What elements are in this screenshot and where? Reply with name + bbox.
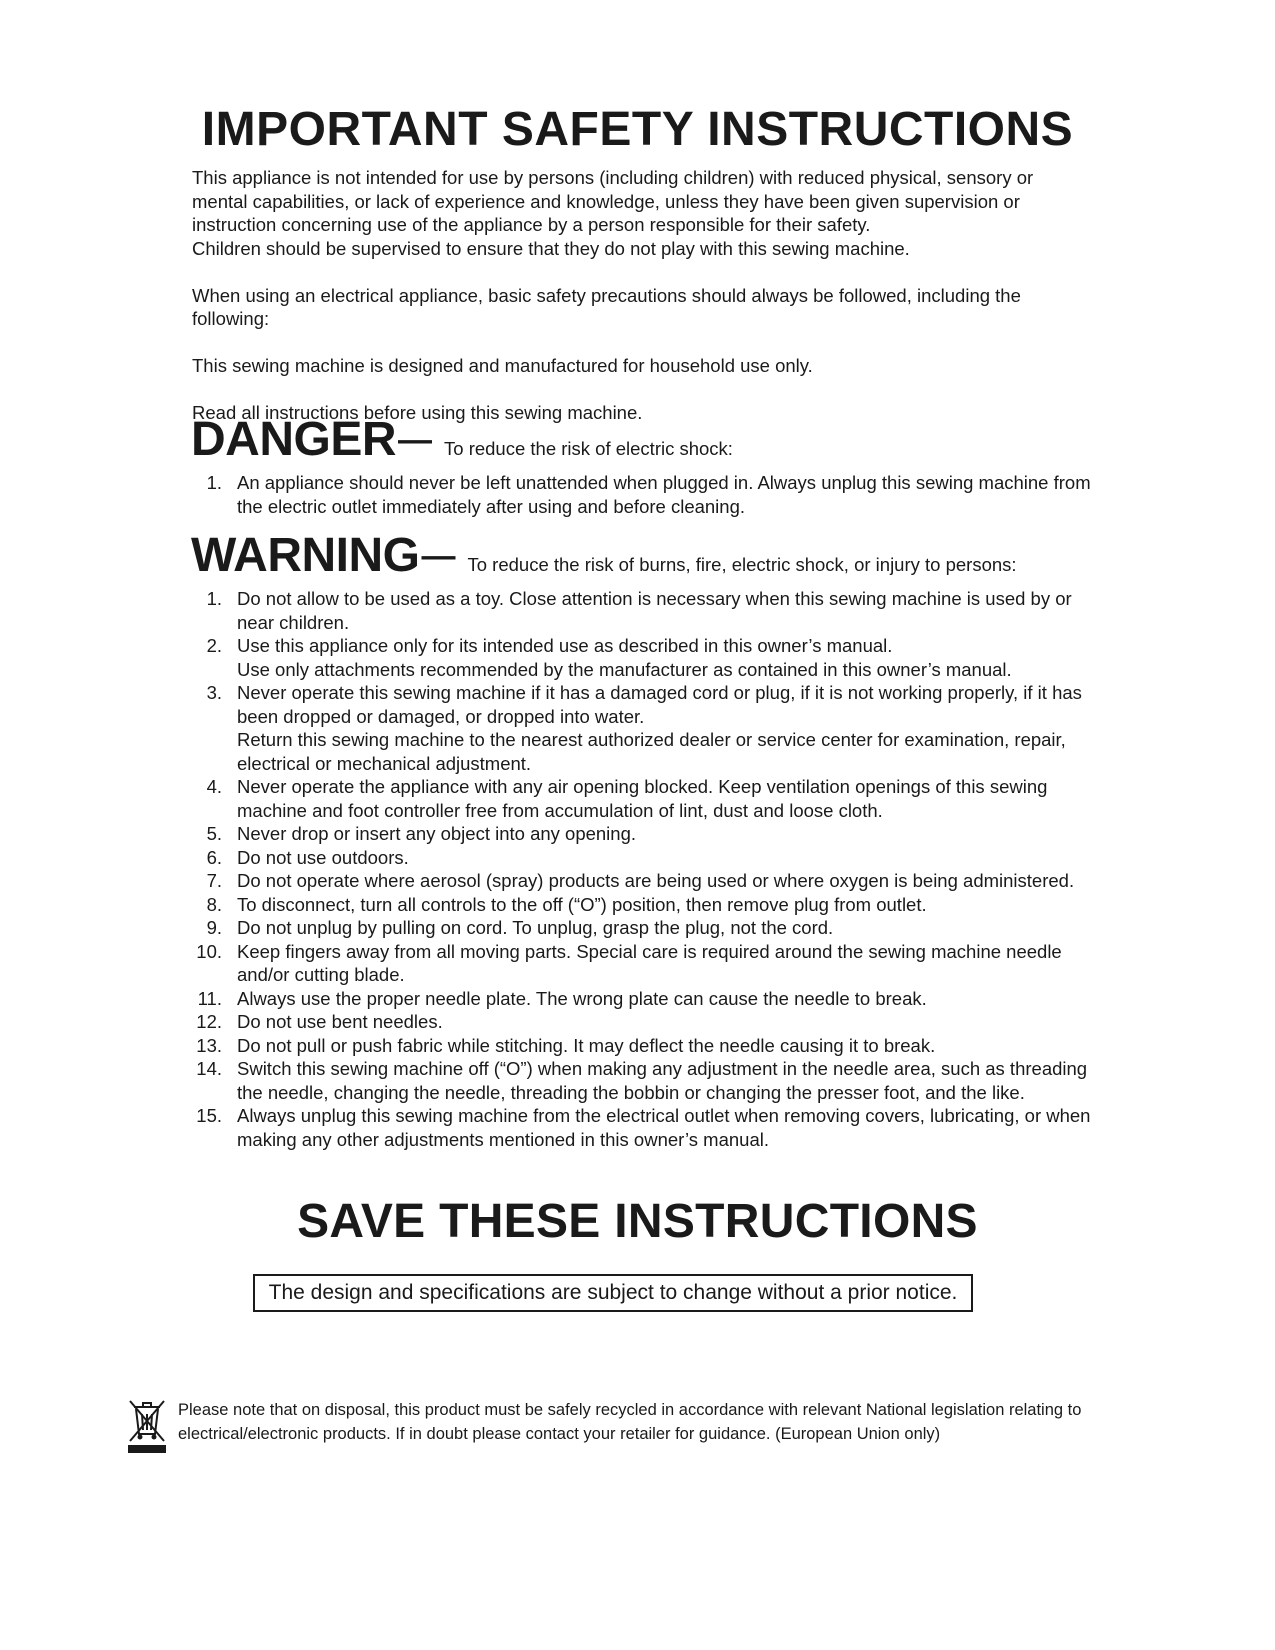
item-text: Do not pull or push fabric while stitching. It may deflect the needle causing it to break. <box>237 1034 936 1056</box>
item-number: 1. <box>206 588 222 609</box>
item-number: 7. <box>206 870 222 891</box>
item-text: Switch this sewing machine off (“O”) when making any adjustment in the needle area, such as threading the needle, changing the needle, threading the bobbin or changing the presser foot, and the like. <box>237 1058 1088 1103</box>
intro-paragraph: Read all instructions before using this sewing machine. <box>192 402 643 423</box>
warning-lead: To reduce the risk of burns, fire, electric shock, or injury to persons: <box>467 554 1017 575</box>
list-item <box>192 940 1092 987</box>
item-number: 5. <box>206 823 222 844</box>
page-title: IMPORTANT SAFETY INSTRUCTIONS <box>201 103 1074 156</box>
crossed-out-wheelie-bin-icon <box>128 1398 168 1454</box>
list-item <box>192 1104 1092 1151</box>
item-number: 6. <box>206 846 222 868</box>
list-item <box>192 471 1092 518</box>
list-item <box>192 681 1092 775</box>
item-text: Use this appliance only for its intended use as described in this owner’s manual. <box>237 635 893 656</box>
item-text: Do not allow to be used as a toy. Close attention is necessary when this sewing machine is used by or near children. <box>237 588 1072 633</box>
danger-dash: — <box>398 421 433 459</box>
item-number: 12. <box>196 1011 222 1032</box>
danger-lead: To reduce the risk of electric shock: <box>444 438 733 459</box>
item-number: 8. <box>206 893 222 915</box>
item-number: 3. <box>206 682 222 703</box>
warning-word: WARNING <box>191 529 420 582</box>
disposal-notice <box>128 1398 1148 1458</box>
save-instructions-heading: SAVE THESE INSTRUCTIONS <box>297 1195 978 1248</box>
danger-list <box>192 471 1092 518</box>
danger-heading <box>191 412 733 467</box>
list-item <box>192 634 1092 681</box>
item-text: Keep fingers away from all moving parts. Special care is required around the sewing machine needle and/or cutting blade. <box>237 940 1062 985</box>
intro-paragraph: This appliance is not intended for use by persons (including children) with reduced physical, sensory or mental capabilities, or lack of experience and knowledge, unless they have been given supervision or instruction concerning use of the appliance by a person responsible for their safety. <box>192 167 1034 235</box>
list-item <box>192 916 1092 940</box>
item-text: Do not use outdoors. <box>237 846 409 868</box>
list-item <box>192 587 1092 634</box>
warning-dash: — <box>421 537 456 575</box>
list-item <box>192 893 1092 917</box>
list-item <box>192 869 1092 893</box>
item-text: Never operate this sewing machine if it has a damaged cord or plug, if it is not working properly, if it has been dropped or damaged, or dropped into water. <box>237 682 1082 727</box>
intro-paragraph: When using an electrical appliance, basic safety precautions should always be followed, including the following: <box>192 284 1021 329</box>
list-item <box>192 775 1092 822</box>
item-text: To disconnect, turn all controls to the off (“O”) position, then remove plug from outlet. <box>237 893 927 915</box>
intro-section <box>192 166 1092 425</box>
item-number: 15. <box>196 1105 222 1126</box>
disposal-text: Please note that on disposal, this product must be safely recycled in accordance with relevant National legislation relating to electrical/electronic products. If in doubt please contact your retailer for guidance. (European Union only) <box>178 1401 1082 1443</box>
list-item <box>192 1034 1092 1058</box>
item-number: 9. <box>206 917 222 938</box>
list-item <box>192 987 1092 1011</box>
list-item <box>192 822 1092 846</box>
item-text: Always use the proper needle plate. The wrong plate can cause the needle to break. <box>237 987 927 1009</box>
item-text: Do not operate where aerosol (spray) products are being used or where oxygen is being administered. <box>237 870 1075 891</box>
warning-list <box>192 587 1092 1151</box>
item-text-continued: Return this sewing machine to the nearest authorized dealer or service center for examination, repair, electrical or mechanical adjustment. <box>237 729 1066 774</box>
item-text: An appliance should never be left unattended when plugged in. Always unplug this sewing machine from the electric outlet immediately after using and before cleaning. <box>237 472 1091 517</box>
item-number: 14. <box>196 1058 222 1079</box>
intro-paragraph: This sewing machine is designed and manufactured for household use only. <box>192 355 813 376</box>
list-item <box>192 1010 1092 1034</box>
item-text-continued: Use only attachments recommended by the manufacturer as contained in this owner’s manual. <box>237 658 1012 680</box>
item-text: Always unplug this sewing machine from the electrical outlet when removing covers, lubricating, or when making any other adjustments mentioned in this owner’s manual. <box>237 1105 1091 1150</box>
list-item <box>192 846 1092 870</box>
item-number: 1. <box>206 472 222 493</box>
list-item <box>192 1057 1092 1104</box>
item-number: 2. <box>206 635 222 656</box>
item-text: Never drop or insert any object into any opening. <box>237 823 637 844</box>
item-text: Do not use bent needles. <box>237 1011 443 1032</box>
change-notice-box: The design and specifications are subject to change without a prior notice. <box>253 1274 973 1312</box>
item-text: Do not unplug by pulling on cord. To unplug, grasp the plug, not the cord. <box>237 917 834 938</box>
warning-heading <box>191 528 1017 583</box>
item-text: Never operate the appliance with any air opening blocked. Keep ventilation openings of this sewing machine and foot controller free from accumulation of lint, dust and loose cloth. <box>237 776 1048 821</box>
item-number: 11. <box>197 987 222 1009</box>
item-number: 10. <box>196 940 222 962</box>
danger-word: DANGER <box>191 413 397 466</box>
intro-paragraph: Children should be supervised to ensure that they do not play with this sewing machine. <box>192 237 910 259</box>
item-number: 4. <box>206 776 222 797</box>
item-number: 13. <box>196 1034 222 1056</box>
